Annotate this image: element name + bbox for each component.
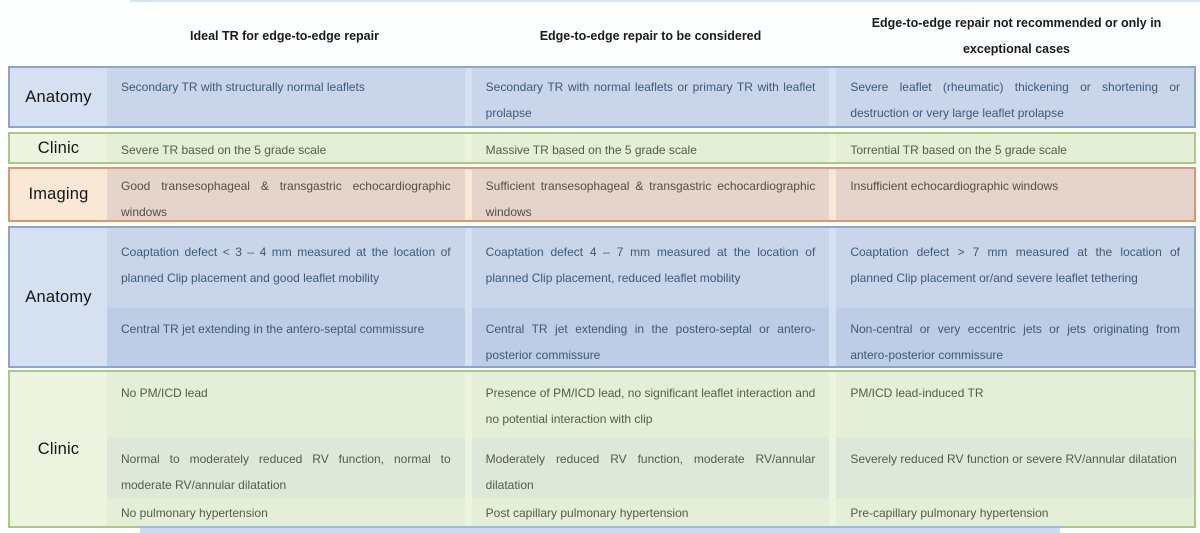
table-cell: Coaptation defect 4 – 7 mm measured at the location of planned Clip placement, reduced leaflet mobility <box>472 228 830 308</box>
column-header-considered: Edge-to-edge repair to be considered <box>539 28 762 43</box>
table-cell: Coaptation defect < 3 – 4 mm measured at the location of planned Clip placement and good leaflet mobility <box>107 228 465 308</box>
table-row <box>107 372 1194 438</box>
table-cell: Severely reduced RV function or severe RV/annular dilatation <box>836 438 1194 498</box>
table-cell: No pulmonary hypertension <box>107 498 465 526</box>
table-row <box>107 498 1194 526</box>
header-cells <box>105 6 1196 66</box>
table-cell: Non-central or very eccentric jets or jets originating from antero-posterior commissure <box>836 308 1194 366</box>
row-label-imaging: Imaging <box>28 185 89 203</box>
column-header-not-recommended: Edge-to-edge repair not recommended or only in exceptional cases <box>871 15 1162 56</box>
table-cell: Severe TR based on the 5 grade scale <box>107 134 465 162</box>
section-rows <box>107 372 1194 526</box>
section-clinic-top <box>8 132 1196 164</box>
table-cell: Massive TR based on the 5 grade scale <box>472 134 830 162</box>
section-anatomy-top <box>8 66 1196 128</box>
table-cell: Moderately reduced RV function, moderate RV/annular dilatation <box>472 438 830 498</box>
section-rows <box>107 228 1194 366</box>
table-cell: Insufficient echocardiographic windows <box>836 169 1194 220</box>
table-cell: Severe leaflet (rheumatic) thickening or shortening or destruction or very large leaflet prolapse <box>836 68 1194 126</box>
table-cell: Secondary TR with structurally normal leaflets <box>107 68 465 126</box>
table-cell: No PM/ICD lead <box>107 372 465 438</box>
row-label-anatomy-top: Anatomy <box>25 87 92 106</box>
table-row <box>107 438 1194 498</box>
criteria-table <box>8 6 1196 531</box>
section-rows <box>107 169 1194 220</box>
table-row <box>107 308 1194 366</box>
table-row <box>107 228 1194 308</box>
section-rows <box>107 134 1194 162</box>
section-clinic-main <box>8 370 1196 528</box>
top-border-line <box>130 0 1200 2</box>
row-label-anatomy-main: Anatomy <box>25 287 92 306</box>
table-cell: Normal to moderately reduced RV function, normal to moderate RV/annular dilatation <box>107 438 465 498</box>
next-element-top-edge <box>140 526 1060 533</box>
section-rows <box>107 68 1194 126</box>
table-cell: Pre-capillary pulmonary hypertension <box>836 498 1194 526</box>
table-row <box>107 68 1194 126</box>
table-cell: Secondary TR with normal leaflets or primary TR with leaflet prolapse <box>472 68 830 126</box>
row-label-clinic-main: Clinic <box>37 439 80 458</box>
table-cell: Central TR jet extending in the antero-septal commissure <box>107 308 465 366</box>
table-cell: Presence of PM/ICD lead, no significant leaflet interaction and no potential interaction with clip <box>472 372 830 438</box>
table-cell: Torrential TR based on the 5 grade scale <box>836 134 1194 162</box>
table-cell: PM/ICD lead-induced TR <box>836 372 1194 438</box>
table-row <box>107 169 1194 220</box>
section-anatomy-main <box>8 226 1196 368</box>
table-cell: Good transesophageal & transgastric echocardiographic windows <box>107 169 465 220</box>
table-cell: Post capillary pulmonary hypertension <box>472 498 830 526</box>
table-cell: Central TR jet extending in the postero-septal or antero-posterior commissure <box>472 308 830 366</box>
table-header-row <box>8 6 1196 66</box>
section-imaging <box>8 167 1196 222</box>
table-row <box>107 134 1194 162</box>
column-header-ideal: Ideal TR for edge-to-edge repair <box>190 28 379 43</box>
table-cell: Sufficient transesophageal & transgastric echocardiographic windows <box>472 169 830 220</box>
table-cell: Coaptation defect > 7 mm measured at the location of planned Clip placement or/and severe leaflet tethering <box>836 228 1194 308</box>
header-spacer <box>8 6 105 66</box>
row-label-clinic-top: Clinic <box>37 138 80 157</box>
